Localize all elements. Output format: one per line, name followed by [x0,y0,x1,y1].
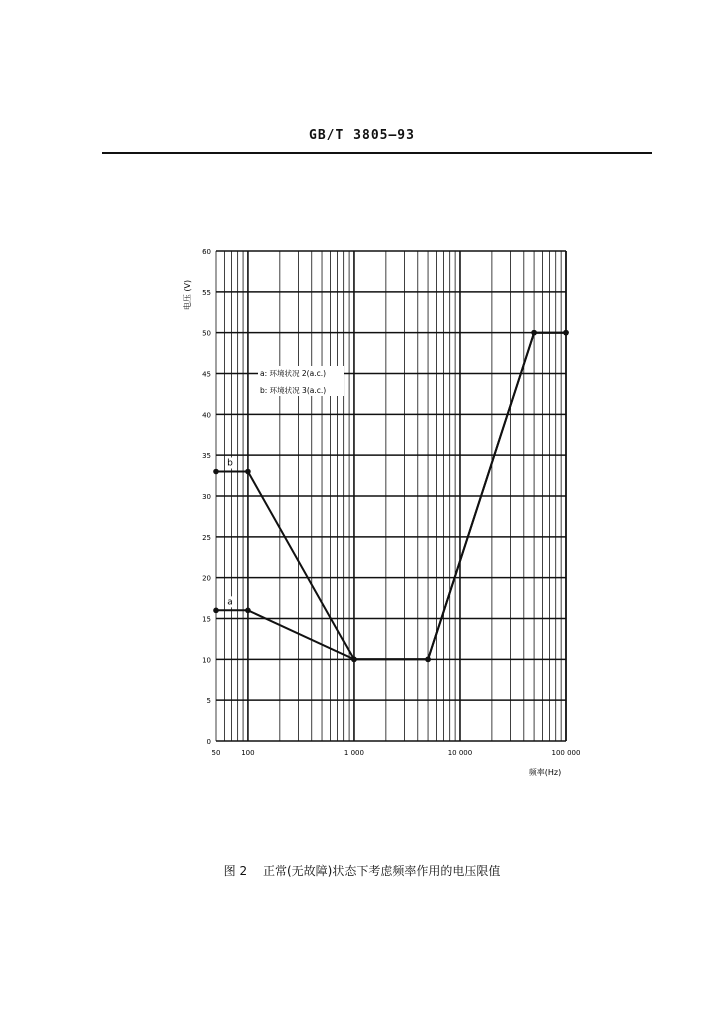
data-point-b [425,657,431,663]
x-tick-label: 100 000 [551,749,581,757]
data-point-b [245,469,251,475]
y-tick-label: 0 [206,738,211,746]
y-tick-label: 30 [202,493,211,501]
y-tick-label: 60 [202,248,211,256]
y-tick-label: 25 [202,533,211,542]
series-label-b: b [227,458,233,469]
x-axis-label: 频率(Hz) [528,768,562,777]
y-axis-label: 电压 (V) [183,279,192,311]
figure-number: 图 2 [223,864,248,878]
data-point-a [245,608,251,614]
figure-title: 正常(无故障)状态下考虑频率作用的电压限值 [262,864,501,878]
page-header: GB/T 3805—93 [309,128,415,143]
x-tick-label: 100 [241,749,255,757]
figure-caption [0,862,724,879]
data-point-a [213,608,219,614]
data-point-b [563,330,569,336]
x-tick-label: 1 000 [343,749,364,757]
y-tick-label: 50 [202,329,211,338]
legend-entry-b: b: 环境状况 3(a.c.) [260,386,327,395]
data-point-b [531,330,537,336]
y-tick-label: 10 [202,656,211,665]
y-tick-label: 20 [202,574,211,583]
y-tick-label: 5 [206,697,211,706]
legend-entry-a: a: 环境状况 2(a.c.) [260,369,327,378]
data-point-b [351,657,357,663]
series-label-a: a [227,597,233,608]
x-tick-label: 10 000 [447,749,473,757]
y-tick-label: 15 [202,615,211,624]
data-point-b [213,469,219,475]
y-tick-label: 45 [202,370,211,379]
x-tick-label: 50 [211,749,221,757]
y-tick-label: 55 [202,288,211,297]
y-tick-label: 40 [202,411,211,420]
y-tick-label: 35 [202,452,211,461]
